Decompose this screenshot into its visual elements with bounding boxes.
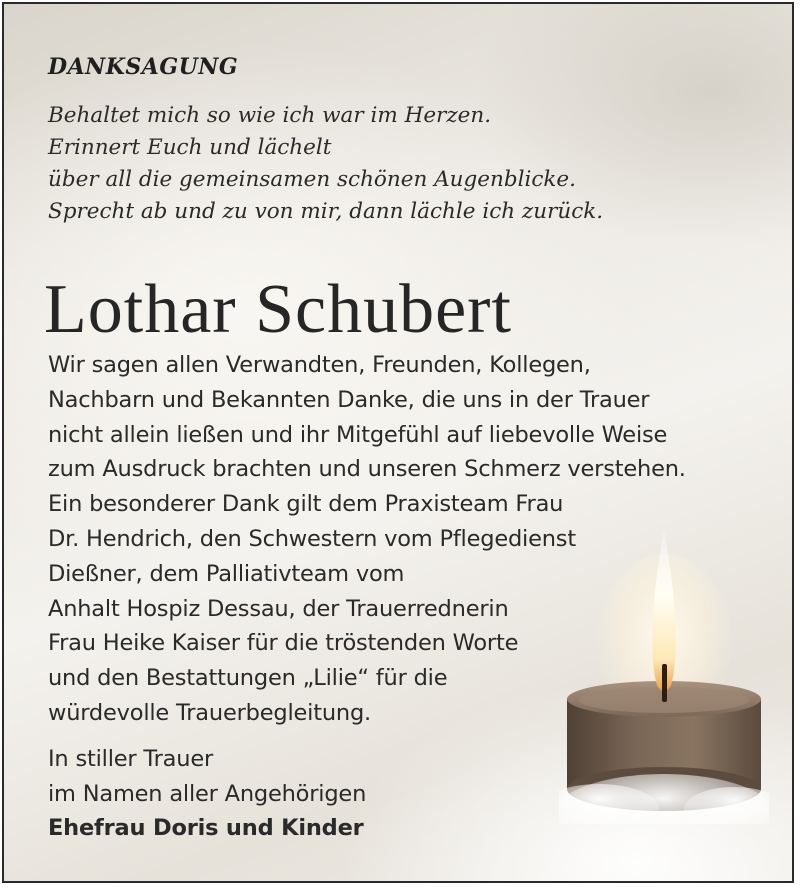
thanks-line: und den Bestattungen „Lilie“ für die [48,665,448,692]
obituary-card [2,2,794,883]
thanks-line: Wir sagen allen Verwandten, Freunden, Kollegen, [48,352,591,378]
thanks-line: nicht allein ließen und ihr Mitgefühl auf liebevolle Weise [48,421,668,448]
thanks-line: Anhalt Hospiz Dessau, der Trauerrednerin [48,595,509,622]
thanks-line: Frau Heike Kaiser für die tröstenden Worte [48,630,519,657]
thanks-line: Ein besonderer Dank gilt dem Praxisteam Frau [48,491,564,518]
poem-line: über all die gemeinsamen schönen Augenblicke. [48,167,576,192]
thanks-line: würdevolle Trauerbegleitung. [48,699,371,726]
thanks-line: zum Ausdruck brachten und unseren Schmerz verstehen. [48,456,686,483]
closing-line: im Namen aller Angehörigen [48,780,367,807]
heading: DANKSAGUNG [48,54,239,80]
thanks-line: Dr. Hendrich, den Schwestern vom Pflegedienst [48,525,576,552]
poem [48,100,768,228]
deceased-name: Lothar Schubert [44,271,512,348]
signature: Ehefrau Doris und Kinder [48,815,364,841]
thanks-line: Dießner, dem Palliativteam vom [48,560,405,587]
closing [48,742,548,846]
poem-line: Behaltet mich so wie ich war im Herzen. [48,103,492,128]
poem-line: Erinnert Euch und lächelt [48,135,332,160]
poem-line: Sprecht ab und zu von mir, dann lächle ich zurück. [48,199,604,224]
closing-line: In stiller Trauer [48,746,214,772]
thanks-line: Nachbarn und Bekannten Danke, die uns in der Trauer [48,386,650,413]
candle-icon [559,524,769,824]
